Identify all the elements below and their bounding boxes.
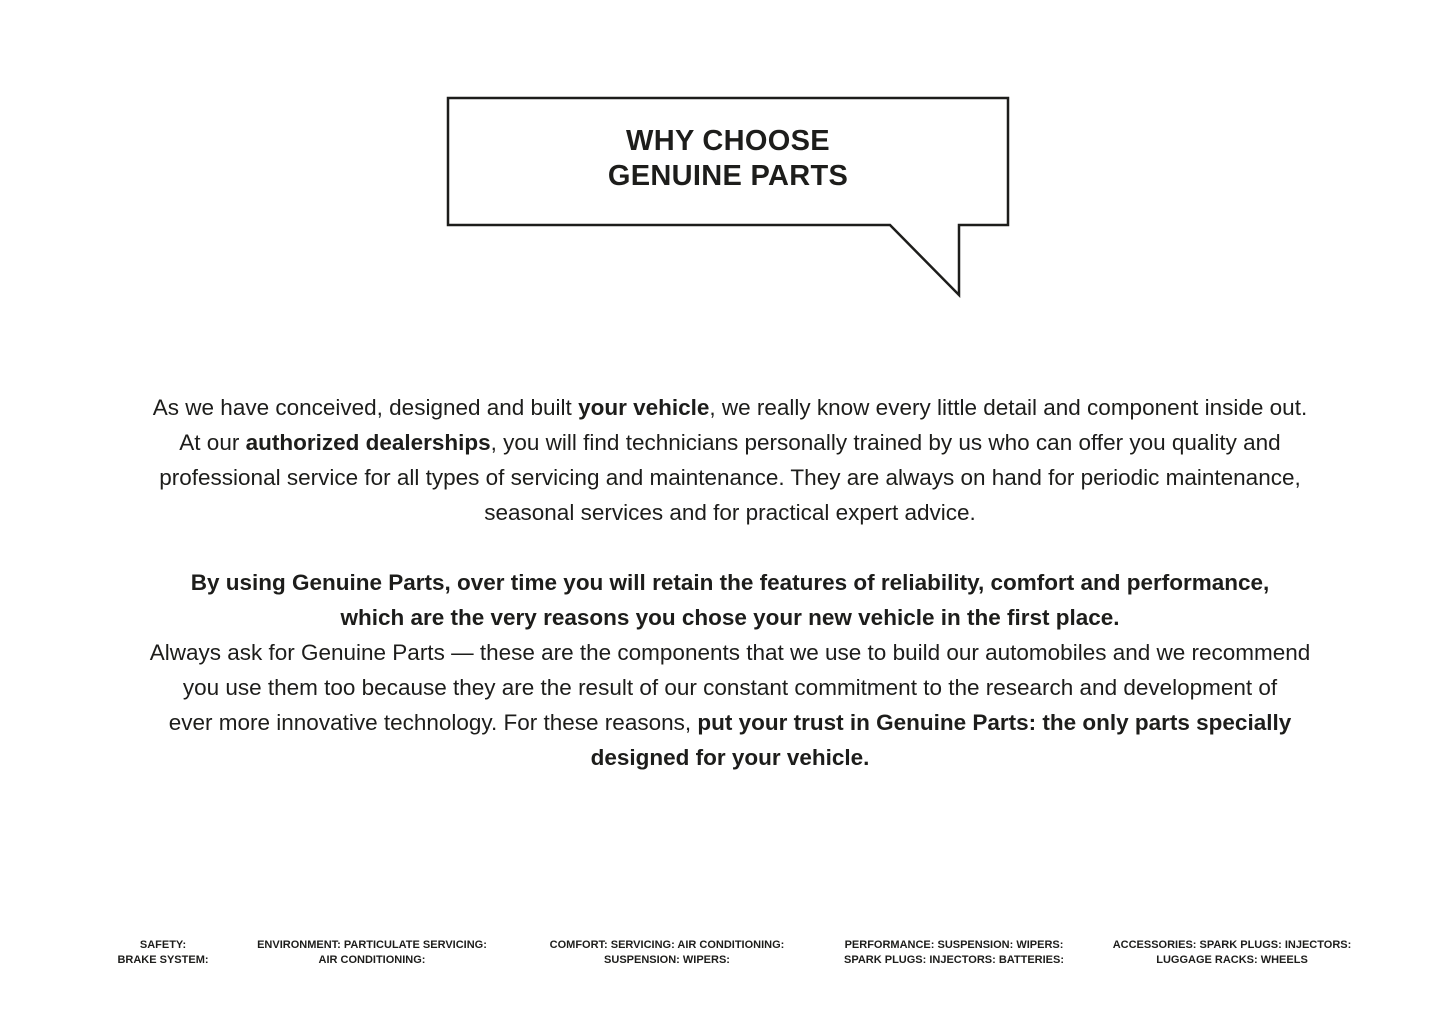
intro-line-1-text-c: , we really know every little detail and component inside out.	[709, 395, 1308, 420]
intro-line-1-text-a: As we have conceived, designed and built	[152, 395, 579, 420]
intro-line-2-bold: authorized dealerships	[245, 430, 491, 455]
emphasis-line-2-bold: which are the very reasons you chose your new vehicle in the first place.	[340, 605, 1120, 630]
emphasis-line-5-bold: put your trust in Genuine Parts: the only parts specially	[697, 710, 1292, 735]
intro-line-1	[100, 390, 1360, 425]
emphasis-line-5-text: ever more innovative technology. For these reasons,	[168, 710, 698, 735]
emphasis-paragraph	[100, 565, 1360, 775]
emphasis-line-1-bold: By using Genuine Parts, over time you will retain the features of reliability, comfort and performance,	[190, 570, 1270, 595]
footer-category-comfort	[524, 938, 810, 968]
footer-category-accessories	[1094, 938, 1370, 968]
emphasis-line-1	[100, 565, 1360, 600]
emphasis-line-3: Always ask for Genuine Parts — these are the components that we use to build our automobiles and we recommend	[149, 640, 1311, 665]
footer-category-items: SUSPENSION: WIPERS:	[604, 954, 730, 966]
footer-category-items: LUGGAGE RACKS: WHEELS	[1156, 954, 1308, 966]
emphasis-line-6	[100, 740, 1360, 775]
page-title	[446, 124, 1010, 194]
footer-categories	[0, 938, 1445, 978]
page-title-line-2: GENUINE PARTS	[607, 160, 849, 192]
footer-category-performance	[822, 938, 1086, 968]
footer-category-environment	[232, 938, 512, 968]
page-title-line-1: WHY CHOOSE	[626, 125, 830, 157]
intro-line-3: professional service for all types of servicing and maintenance. They are always on hand for periodic maintenance,	[159, 465, 1301, 490]
emphasis-line-2	[100, 600, 1360, 635]
intro-line-1-bold: your vehicle	[578, 395, 710, 420]
intro-paragraph	[100, 390, 1360, 530]
intro-line-2-text-c: , you will find technicians personally trained by us who can offer you quality and	[490, 430, 1281, 455]
intro-line-4: seasonal services and for practical expert advice.	[484, 500, 976, 525]
footer-category-label: SAFETY:	[139, 939, 187, 951]
emphasis-line-4: you use them too because they are the result of our constant commitment to the research and development of	[182, 675, 1278, 700]
footer-category-items: BRAKE SYSTEM:	[117, 954, 209, 966]
footer-category-items: AIR CONDITIONING:	[318, 954, 426, 966]
emphasis-line-6-bold: designed for your vehicle.	[590, 745, 870, 770]
footer-category-safety	[108, 938, 218, 968]
intro-line-2	[100, 425, 1360, 460]
intro-line-2-text-a: At our	[179, 430, 246, 455]
footer-category-label: ACCESSORIES: SPARK PLUGS: INJECTORS:	[1112, 939, 1352, 951]
footer-category-label: ENVIRONMENT: PARTICULATE SERVICING:	[257, 939, 487, 951]
footer-category-label: COMFORT: SERVICING: AIR CONDITIONING:	[549, 939, 785, 951]
footer-category-label: PERFORMANCE: SUSPENSION: WIPERS:	[844, 939, 1064, 951]
speech-bubble	[446, 96, 1012, 300]
emphasis-line-5	[100, 705, 1360, 740]
footer-category-items: SPARK PLUGS: INJECTORS: BATTERIES:	[843, 954, 1065, 966]
